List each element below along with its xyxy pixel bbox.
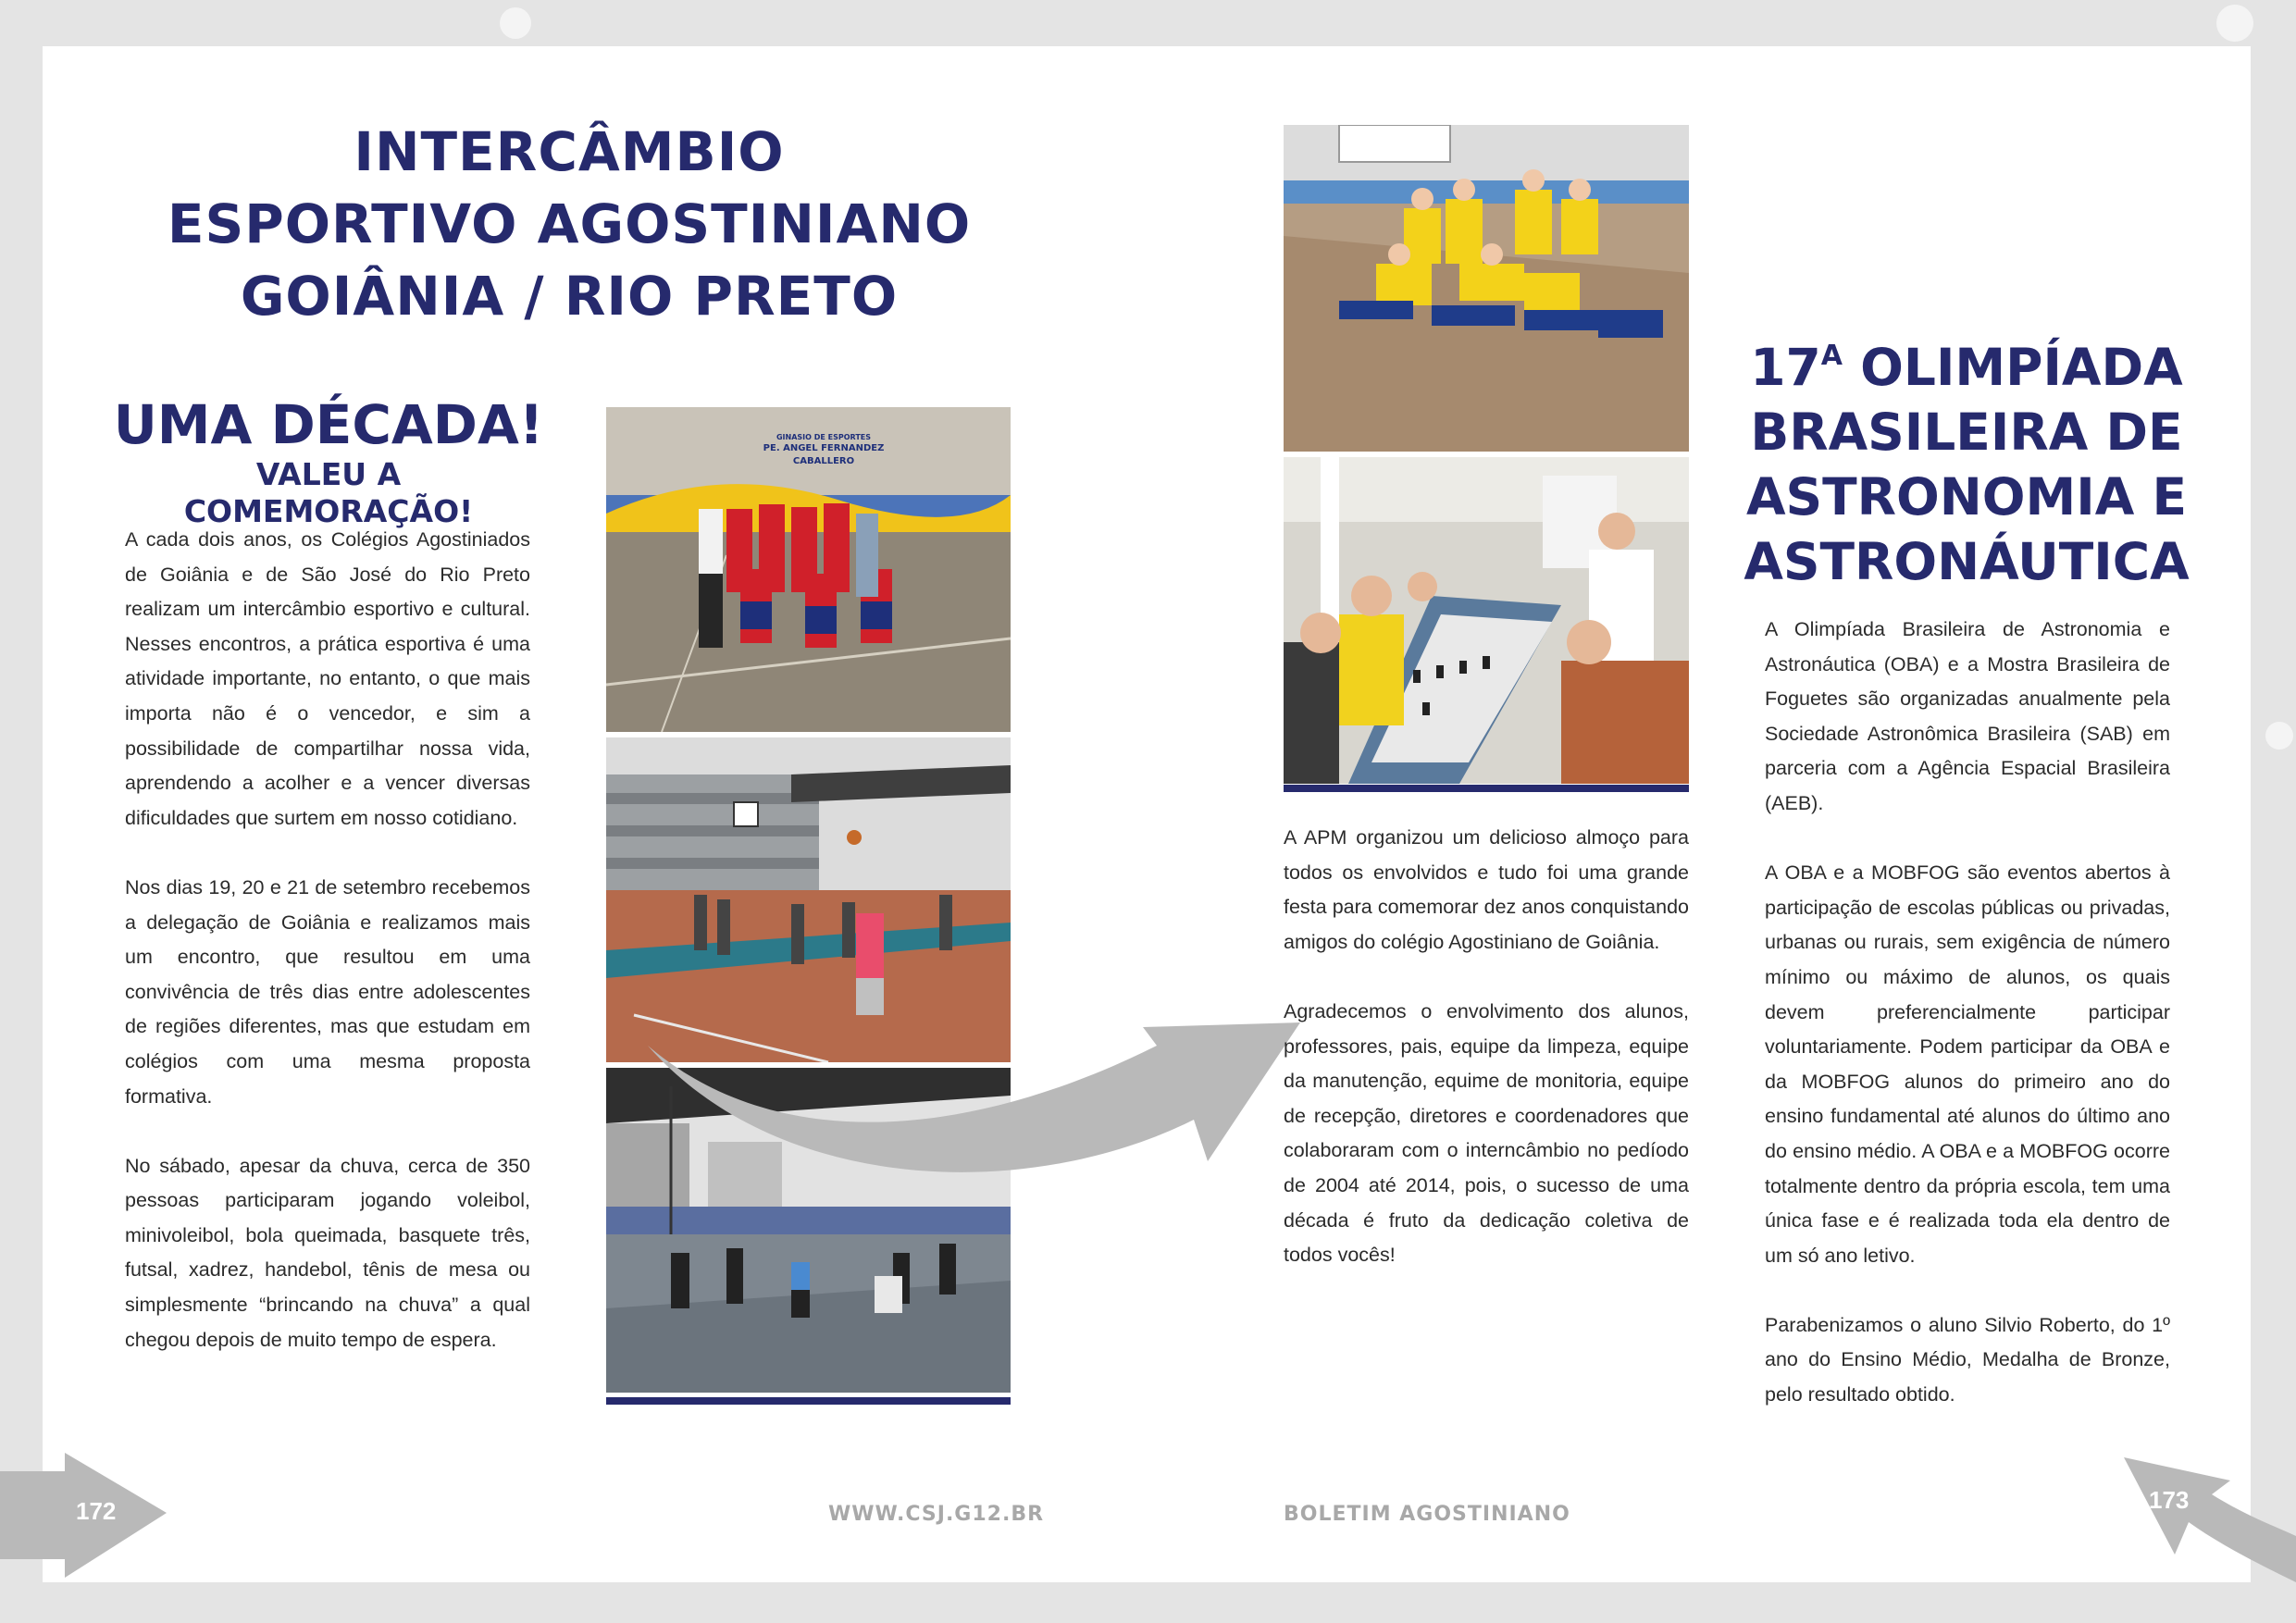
title-line: ESPORTIVO AGOSTINIANO <box>167 192 972 255</box>
photo-girls-team <box>1284 125 1689 452</box>
article-column-2 <box>1284 821 1689 1307</box>
paragraph: Nos dias 19, 20 e 21 de setembro recebemos a delegação de Goiânia e realizamos mais um encontro, que resultou em uma convivência de três dias entre adolescentes de regiões diferentes, mas que estudam em colégios com uma mesma proposta formativa. <box>125 875 530 1108</box>
photo-rule <box>1284 785 1689 792</box>
section-heading-sub: VALEU A COMEMORAÇÃO! <box>183 456 474 529</box>
page-number-left: 172 <box>76 1497 117 1525</box>
title-ordinal: A <box>1820 340 1843 372</box>
paragraph: A APM organizou um delicioso almoço para todos os envolvidos e tudo foi uma grande festa para comemorar dez anos conquistando amigos do colégio Agostiniano de Goiânia. <box>1284 826 1689 953</box>
paragraph: A OBA e a MOBFOG são eventos abertos à participação de escolas públicas ou privadas, urbanas ou rurais, sem exigência de número mínimo ou máximo de alunos, os quais devem preferencialmente participar voluntariamente. Podem participar da OBA e da MOBFOG alunos do primeiro ano do ensino fundamental até alunos do último ano do ensino médio. A OBA e a MOBFOG ocorre totalmente dentro da própria escola, tem uma única fase e é realizada toda ela dentro de um só ano letivo. <box>1765 861 2170 1267</box>
curved-arrow-graphic <box>639 962 1305 1184</box>
gym-banner-line: GINASIO DE ESPORTES <box>776 433 872 441</box>
paragraph: A Olimpíada Brasileira de Astronomia e Astronáutica (OBA) e a Mostra Brasileira de Foguetes são organizadas anualmente pela Sociedade Astronômica Brasileira (SAB) em parceria com a Agência Espacial Brasileira (AEB). <box>1765 618 2170 814</box>
footer-website: WWW.CSJ.G12.BR <box>828 1503 1045 1526</box>
paragraph: Parabenizamos o aluno Silvio Roberto, do 1º ano do Ensino Médio, Medalha de Bronze, pelo resultado obtido. <box>1765 1313 2170 1406</box>
page-title <box>139 116 999 332</box>
section-heading <box>111 393 546 530</box>
page-number-arrow-right <box>2119 1453 2296 1610</box>
title-line: BRASILEIRA DE <box>1750 403 2183 462</box>
title-line: ASTRONÁUTICA <box>1744 532 2190 591</box>
decorative-circle <box>2265 722 2293 750</box>
decorative-circle <box>500 7 531 39</box>
paragraph: A cada dois anos, os Colégios Agostiniados de Goiânia e de São José do Rio Preto realizam um intercâmbio esportivo e cultural. Nesses encontros, a prática esportiva é uma atividade importante, no entanto, o que mais importa não é o vencedor, e sim a possibilidade de compartilhar nossa vida, aprendendo a acolher e a vencer diversas dificuldades que surtem em nosso cotidiano. <box>125 528 530 829</box>
paragraph: No sábado, apesar da chuva, cerca de 350 pessoas participaram jogando voleibol, minivoleibol, bola queimada, basquete três, futsal, xadrez, handebol, tênis de mesa ou simplesmente “brincando na chuva” a qual chegou depois de muito tempo de espera. <box>125 1154 530 1351</box>
article-column-3 <box>1765 613 2170 1447</box>
paragraph: Agradecemos o envolvimento dos alunos, professores, pais, equipe da limpeza, equipe da manutenção, equime de monitoria, equipe de recepção, diretores e coordenadores que colaboraram com o interncâmbio no pedíodo de 2004 até 2014, pois, o sucesso de uma década é fruto da dedicação coletiva de todos vocês! <box>1284 999 1689 1267</box>
gym-banner-line: PE. ANGEL FERNANDEZ CABALLERO <box>763 443 885 466</box>
title-line: GOIÂNIA / RIO PRETO <box>240 265 899 328</box>
photo-rule <box>606 1397 1011 1405</box>
article-column-1 <box>125 523 530 1393</box>
title-line-rest: OLIMPÍADA <box>1843 338 2183 397</box>
photo-futsal-team <box>606 407 1011 732</box>
decorative-circle <box>2216 5 2253 42</box>
title-line: ASTRONOMIA E <box>1745 467 2188 527</box>
title-line <box>1740 335 2193 400</box>
section-heading-main: UMA DÉCADA! <box>113 393 544 456</box>
page-number-right: 173 <box>2149 1486 2190 1514</box>
photo-chess-tournament <box>1284 457 1689 784</box>
astronomy-title <box>1740 335 2193 594</box>
title-line: INTERCÂMBIO <box>354 120 785 183</box>
title-number: 17 <box>1750 338 1821 397</box>
footer-publication: BOLETIM AGOSTINIANO <box>1284 1503 1570 1526</box>
